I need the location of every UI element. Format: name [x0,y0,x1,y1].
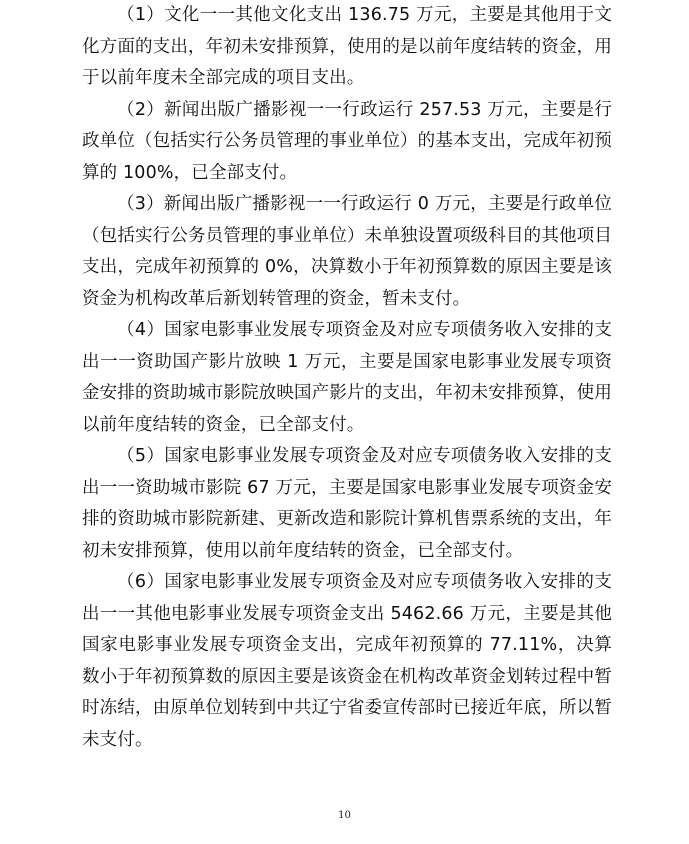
paragraph-5: （5）国家电影事业发展专项资金及对应专项债务收入安排的支出一一资助城市影院 67 万元，主要是国家电影事业发展专项资金安排的资助城市影院新建、更新改造和影院计算机售票系统的支出，年初未安排预算，使用以前年度结转的资金，已全部支付。 [82,446,612,561]
paragraph-1: （1）文化一一其他文化支出 136.75 万元，主要是其他用于文化方面的支出，年初未安排预算，使用的是以前年度结转的资金，用于以前年度未全部完成的项目支出。 [82,5,612,88]
paragraph-4: （4）国家电影事业发展专项资金及对应专项债务收入安排的支出一一资助国产影片放映 1 万元，主要是国家电影事业发展专项资金安排的资助城市影院放映国产影片的支出，年初未安排预算，使用以前年度结转的资金，已全部支付。 [82,320,612,435]
document-body [82,0,612,756]
paragraph-3: （3）新闻出版广播影视一一行政运行 0 万元，主要是行政单位（包括实行公务员管理的事业单位）未单独设置项级科目的其他项目支出，完成年初预算的 0%，决算数小于年初预算数的原因主要是该资金为机构改革后新划转管理的资金，暂未支付。 [82,194,612,309]
page-number: 10 [338,810,351,821]
paragraph-6: （6）国家电影事业发展专项资金及对应专项债务收入安排的支出一一其他电影事业发展专项资金支出 5462.66 万元，主要是其他国家电影事业发展专项资金支出，完成年初预算的 77.11%，决算数小于年初预算数的原因主要是该资金在机构改革资金划转过程中暂时冻结，由原单位划转到中共辽宁省委宣传部时已接近年底，所以暂未支付。 [82,572,612,750]
paragraph-2: （2）新闻出版广播影视一一行政运行 257.53 万元，主要是行政单位（包括实行公务员管理的事业单位）的基本支出，完成年初预算的 100%，已全部支付。 [82,99,612,183]
